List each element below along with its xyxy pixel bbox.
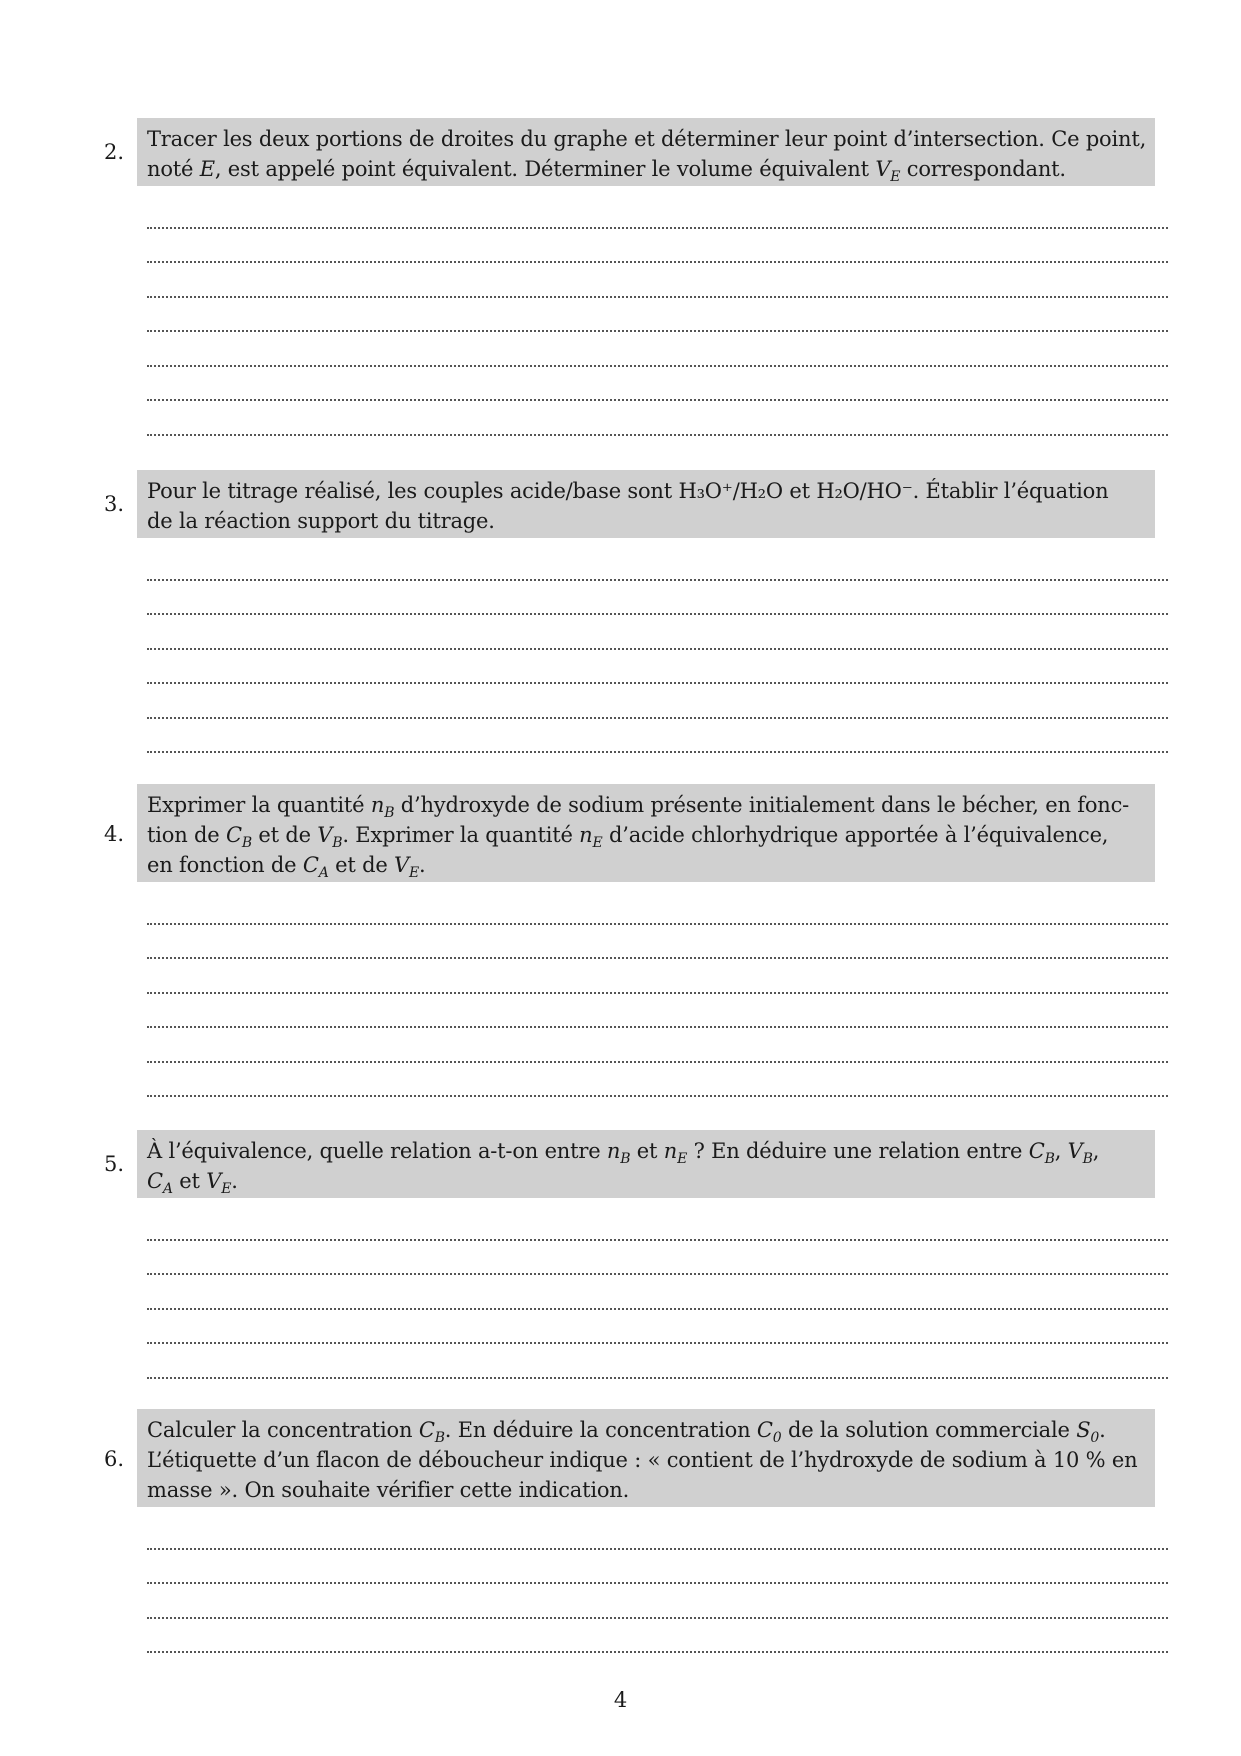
answer-line[interactable] xyxy=(147,581,1168,616)
answer-line[interactable] xyxy=(147,1515,1168,1550)
answer-line[interactable] xyxy=(147,925,1168,960)
answer-line[interactable] xyxy=(147,1344,1168,1379)
prompt-line: en fonction de $C_A$ et de $V_E$. xyxy=(147,853,426,882)
prompt-line: Tracer les deux portions de droites du graphe et déterminer leur point d’intersection. Ce point, xyxy=(147,127,1147,151)
page-number: 4 xyxy=(613,1688,628,1712)
answer-area[interactable] xyxy=(147,890,1168,1097)
question-prompt xyxy=(137,1409,1155,1507)
answer-line[interactable] xyxy=(147,546,1168,581)
question-number: 6. xyxy=(104,1447,125,1471)
answer-line[interactable] xyxy=(147,1206,1168,1241)
answer-line[interactable] xyxy=(147,890,1168,925)
answer-line[interactable] xyxy=(147,1275,1168,1310)
question-prompt xyxy=(137,1130,1155,1198)
prompt-line: L’étiquette d’un flacon de déboucheur indique : « contient de l’hydroxyde de sodium à 10 % en xyxy=(147,1448,1138,1472)
answer-line[interactable] xyxy=(147,1063,1168,1098)
prompt-line: Calculer la concentration $C_B$. En déduire la concentration $C_0$ de la solution commerciale $S_0$. xyxy=(147,1418,1106,1447)
answer-line[interactable] xyxy=(147,615,1168,650)
answer-area[interactable] xyxy=(147,546,1168,753)
prompt-line: À l’équivalence, quelle relation a-t-on entre $n_B$ et $n_E$ ? En déduire une relation entre $C_B$, $V_B$, xyxy=(147,1139,1100,1168)
question-number: 3. xyxy=(104,492,125,516)
question-prompt xyxy=(137,118,1155,186)
answer-area[interactable] xyxy=(147,194,1168,436)
prompt-line: tion de $C_B$ et de $V_B$. Exprimer la quantité $n_E$ d’acide chlorhydrique apportée à l’équivalence, xyxy=(147,823,1109,852)
answer-line[interactable] xyxy=(147,1619,1168,1654)
question-number: 2. xyxy=(104,140,125,164)
question-number: 5. xyxy=(104,1152,125,1176)
answer-line[interactable] xyxy=(147,263,1168,298)
answer-line[interactable] xyxy=(147,367,1168,402)
answer-line[interactable] xyxy=(147,959,1168,994)
answer-area[interactable] xyxy=(147,1515,1168,1653)
answer-line[interactable] xyxy=(147,1028,1168,1063)
answer-line[interactable] xyxy=(147,1310,1168,1345)
question-prompt xyxy=(137,470,1155,538)
question-number: 4. xyxy=(104,822,125,846)
answer-line[interactable] xyxy=(147,650,1168,685)
answer-line[interactable] xyxy=(147,1550,1168,1585)
prompt-line: masse ». On souhaite vérifier cette indication. xyxy=(147,1478,630,1502)
answer-line[interactable] xyxy=(147,401,1168,436)
prompt-line: $C_A$ et $V_E$. xyxy=(147,1169,238,1198)
answer-line[interactable] xyxy=(147,194,1168,229)
answer-line[interactable] xyxy=(147,332,1168,367)
answer-line[interactable] xyxy=(147,994,1168,1029)
answer-line[interactable] xyxy=(147,719,1168,754)
answer-line[interactable] xyxy=(147,1241,1168,1276)
answer-area[interactable] xyxy=(147,1206,1168,1379)
answer-line[interactable] xyxy=(147,1584,1168,1619)
prompt-line: de la réaction support du titrage. xyxy=(147,509,495,533)
question-prompt xyxy=(137,784,1155,882)
prompt-line: Pour le titrage réalisé, les couples acide/base sont H₃O⁺/H₂O et H₂O/HO⁻. Établir l’équation xyxy=(147,479,1109,503)
prompt-line: noté E, est appelé point équivalent. Déterminer le volume équivalent $V_E$ correspondant. xyxy=(147,157,1066,186)
answer-line[interactable] xyxy=(147,229,1168,264)
prompt-line: Exprimer la quantité $n_B$ d’hydroxyde de sodium présente initialement dans le bécher, en fonc- xyxy=(147,793,1130,822)
answer-line[interactable] xyxy=(147,298,1168,333)
answer-line[interactable] xyxy=(147,684,1168,719)
